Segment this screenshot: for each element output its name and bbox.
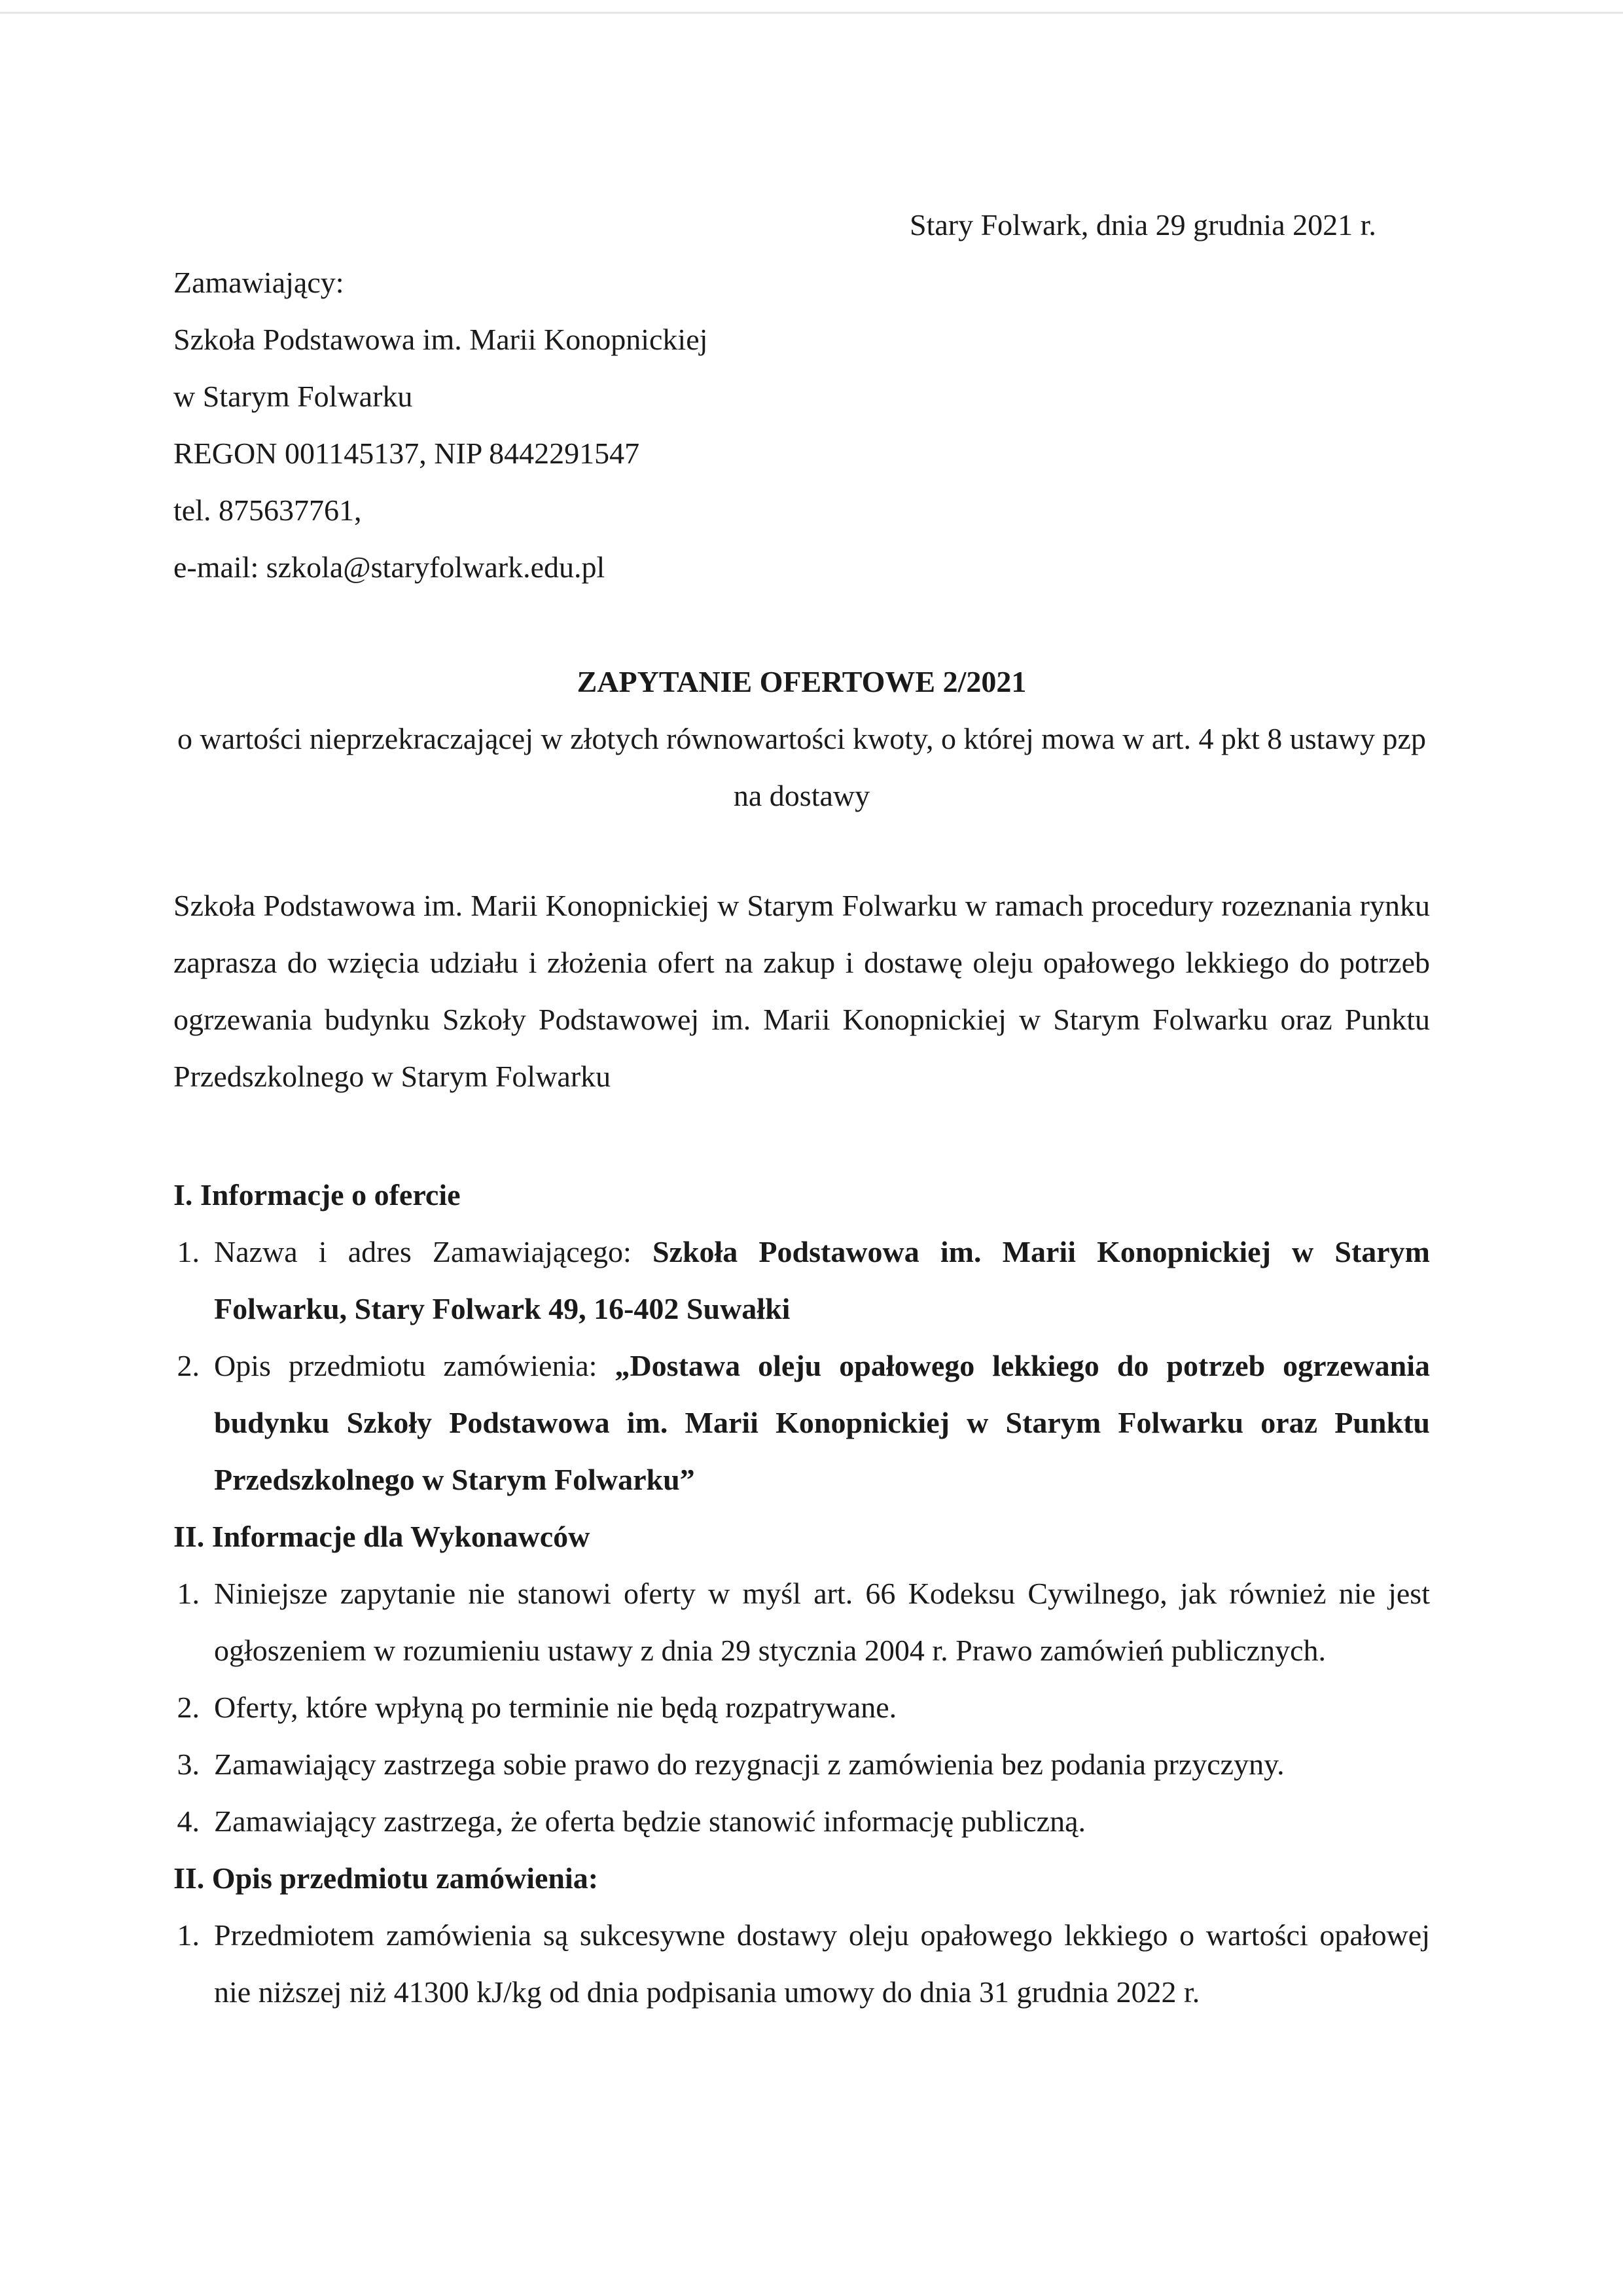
list-item (173, 1793, 1430, 1850)
item-lead: Opis przedmiotu zamówienia: (214, 1349, 615, 1382)
list-number: 1. (177, 1577, 200, 1610)
document-title: ZAPYTANIE OFERTOWE 2/2021 (577, 665, 1027, 698)
item-text: Zamawiający zastrzega, że oferta będzie stanowić informację publiczną. (214, 1804, 1086, 1838)
sender-label: Zamawiający: (173, 266, 344, 299)
section-heading-contractor-info: II. Informacje dla Wykonawców (173, 1520, 590, 1553)
date-line: Stary Folwark, dnia 29 grudnia 2021 r. (910, 208, 1376, 242)
list-item (173, 1907, 1430, 2020)
item-lead: Nazwa i adres Zamawiającego: (214, 1235, 652, 1268)
section-heading-offer-info: I. Informacje o ofercie (173, 1178, 461, 1211)
intro-paragraph: Szkoła Podstawowa im. Marii Konopnickiej w Starym Folwarku w ramach procedury rozeznania rynku zaprasza do wzięcia udziału i złożenia ofert na zakup i dostawę oleju opałowego lekkiego do potrzeb ogrzewania budynku Szkoły Podstawowej im. Marii Konopnickiej w Starym Folwarku oraz Punktu Przedszkolnego w Starym Folwarku (173, 889, 1430, 1093)
list-number: 2. (177, 1691, 200, 1724)
list-number: 1. (177, 1918, 200, 1952)
list-number: 4. (177, 1804, 200, 1838)
item-bold: Szkoła Podstawowa im. Marii Konopnickiej w Starym Folwarku, Stary Folwark 49, 16-402 Suwałki (214, 1235, 1431, 1325)
list-item (173, 1679, 1430, 1736)
item-text: Oferty, które wpłyną po terminie nie będą rozpatrywane. (214, 1691, 897, 1724)
item-text: Niniejsze zapytanie nie stanowi oferty w myśl art. 66 Kodeksu Cywilnego, jak również nie jest ogłoszeniem w rozumieniu ustawy z dnia 29 stycznia 2004 r. Prawo zamówień publicznych. (214, 1577, 1430, 1667)
list-number: 1. (177, 1235, 200, 1268)
sender-phone: tel. 875637761, (173, 493, 362, 527)
contractor-info-list (173, 1565, 1430, 1850)
offer-info-list (173, 1223, 1430, 1508)
title-block (173, 653, 1430, 824)
item-text: Przedmiotem zamówienia są sukcesywne dostawy oleju opałowego lekkiego o wartości opałowej nie niższej niż 41300 kJ/kg od dnia podpisania umowy do dnia 31 grudnia 2022 r. (214, 1918, 1430, 2009)
list-item (173, 1565, 1430, 1679)
document-subtitle: o wartości nieprzekraczającej w złotych równowartości kwoty, o której mowa w art. 4 pkt 8 ustawy pzp na dostawy (177, 722, 1426, 812)
list-number: 3. (177, 1748, 200, 1781)
item-text: Zamawiający zastrzega sobie prawo do rezygnacji z zamówienia bez podania przyczyny. (214, 1748, 1285, 1781)
list-item (173, 1736, 1430, 1793)
sections (173, 1166, 1430, 2020)
sender-name: Szkoła Podstawowa im. Marii Konopnickiej (173, 323, 708, 356)
section-heading-order-description: II. Opis przedmiotu zamówienia: (173, 1861, 599, 1895)
order-description-list (173, 1907, 1430, 2020)
sender-location: w Starym Folwarku (173, 380, 413, 413)
sender-regon-nip: REGON 001145137, NIP 8442291547 (173, 437, 640, 470)
sender-block (173, 254, 959, 596)
list-item (173, 1223, 1430, 1337)
item-bold: „Dostawa oleju opałowego lekkiego do potrzeb ogrzewania budynku Szkoły Podstawowa im. Marii Konopnickiej w Starym Folwarku oraz Punktu Przedszkolnego w Starym Folwarku” (214, 1349, 1430, 1496)
sender-email: e-mail: szkola@staryfolwark.edu.pl (173, 550, 605, 584)
list-item (173, 1337, 1430, 1508)
list-number: 2. (177, 1349, 200, 1382)
